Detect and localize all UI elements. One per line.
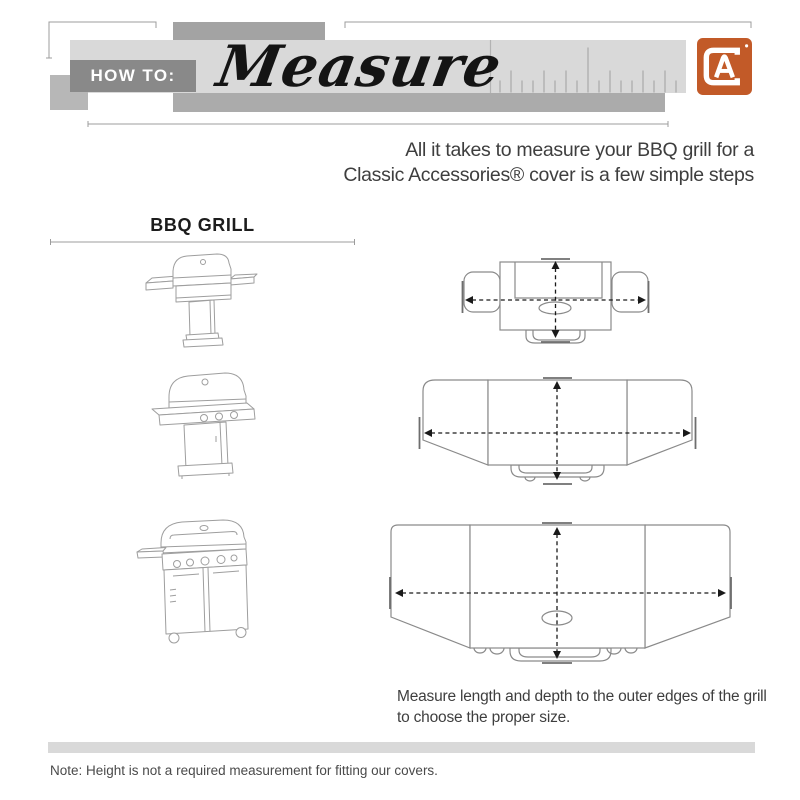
side-shelf-left	[464, 272, 500, 312]
page-title: Measure	[212, 33, 508, 100]
grill-top-view-diagram-large	[388, 520, 733, 668]
side-shelf-right	[627, 380, 692, 465]
side-shelf-left	[423, 380, 488, 465]
subtitle-line2: Classic Accessories® cover is a few simple steps	[343, 164, 754, 186]
grill-illustration-pedestal	[143, 250, 258, 348]
side-shelf-left	[391, 525, 470, 648]
kicker-badge	[70, 60, 196, 92]
grill-top-view-diagram-small	[456, 253, 656, 347]
side-shelf-right	[612, 272, 648, 312]
footer-divider-bar	[48, 742, 755, 753]
footer-note: Note: Height is not a required measurement for fitting our covers.	[50, 763, 438, 778]
caption-line2: to choose the proper size.	[397, 709, 571, 726]
subtitle-line1: All it takes to measure your BBQ grill for a	[405, 139, 754, 161]
side-shelf-right	[645, 525, 730, 648]
kicker-label: HOW TO:	[90, 66, 176, 85]
section-underline	[50, 238, 355, 248]
measure-caption	[397, 686, 767, 728]
grill-body	[488, 380, 627, 465]
grill-illustration-cart	[140, 366, 268, 480]
subtitle	[343, 138, 754, 188]
handle-bar	[510, 648, 611, 661]
grill-top-view-diagram-medium	[415, 376, 700, 488]
grill-illustration-large-cart	[133, 510, 271, 648]
classic-accessories-logo	[697, 38, 752, 95]
section-label: BBQ GRILL	[150, 215, 255, 235]
classic-accessories-logo-icon	[697, 38, 752, 95]
caption-line1: Measure length and depth to the outer edges of the grill	[397, 688, 767, 705]
registered-mark-dot	[745, 44, 748, 47]
